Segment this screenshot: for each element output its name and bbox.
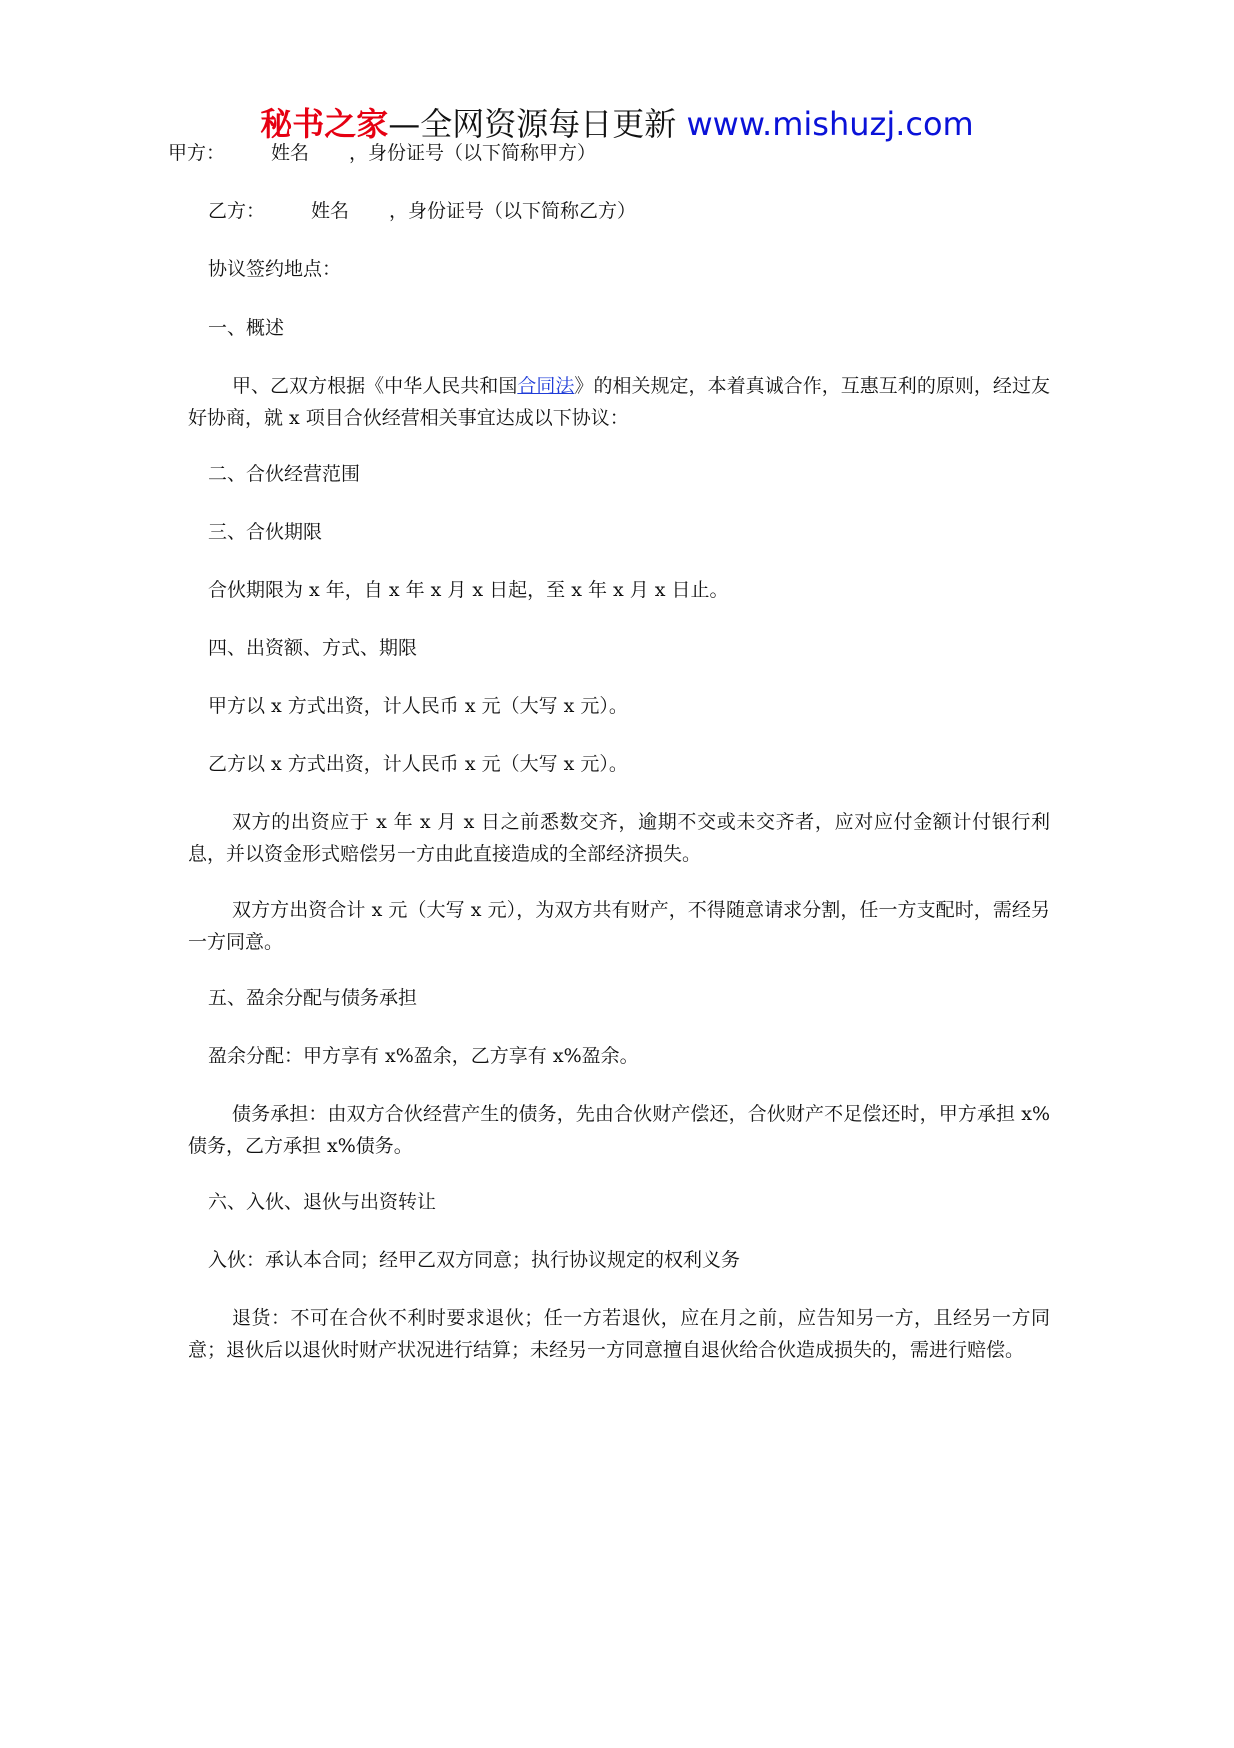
party-b-name: 姓名 — [311, 200, 350, 222]
debt-paragraph: 债务承担：由双方合伙经营产生的债务，先由合伙财产偿还，合伙财产不足偿还时，甲方承担 x%债务，乙方承担 x%债务。 — [188, 1103, 1050, 1157]
party-b-id: ，身份证号（以下简称乙方） — [389, 200, 637, 222]
party-a-label: 甲方： — [168, 142, 226, 164]
entry-paragraph: 入伙：承认本合同；经甲乙双方同意；执行协议规定的权利义务 — [208, 1249, 741, 1271]
capital-total-paragraph: 双方方出资合计 x 元（大写 x 元），为双方共有财产，不得随意请求分割，任一方支配时，需经另一方同意。 — [188, 899, 1050, 953]
exit-paragraph: 退货：不可在合伙不利时要求退伙；任一方若退伙，应在月之前，应告知另一方，且经另一方同意；退伙后以退伙时财产状况进行结算；未经另一方同意擅自退伙给合伙造成损失的，需进行赔偿。 — [188, 1307, 1050, 1361]
banner-slogan: —全网资源每日更新 — [388, 105, 677, 143]
overview-text-before-link: 甲、乙双方根据《中华人民共和国 — [232, 375, 518, 397]
capital-party-b: 乙方以 x 方式出资，计人民币 x 元（大写 x 元）。 — [208, 753, 628, 775]
section-heading-scope: 二、合伙经营范围 — [208, 463, 361, 485]
section-heading-term: 三、合伙期限 — [208, 521, 323, 543]
party-a-id: ，身份证号（以下简称甲方） — [349, 142, 597, 164]
site-url-link[interactable]: www.mishuzj.com — [686, 105, 974, 143]
capital-deadline-paragraph: 双方的出资应于 x 年 x 月 x 日之前悉数交齐，逾期不交或未交齐者，应对应付金额计付银行利息，并以资金形式赔偿另一方由此直接造成的全部经济损失。 — [188, 811, 1050, 865]
signing-location: 协议签约地点： — [208, 258, 342, 280]
brand-name: 秘书之家 — [260, 105, 389, 143]
section-heading-overview: 一、概述 — [208, 317, 285, 339]
section-heading-entry-exit: 六、入伙、退伙与出资转让 — [208, 1191, 437, 1213]
profit-paragraph: 盈余分配：甲方享有 x%盈余，乙方享有 x%盈余。 — [208, 1045, 639, 1067]
capital-party-a: 甲方以 x 方式出资，计人民币 x 元（大写 x 元）。 — [208, 695, 628, 717]
party-a-line — [168, 141, 596, 165]
party-b-line — [208, 199, 636, 223]
overview-text-after-link: 》的相关规定，本着真诚合作，互惠互利的原则，经过友好协商，就 x 项目合伙经营相关事宜达成以下协议： — [188, 375, 1050, 429]
term-paragraph: 合伙期限为 x 年，自 x 年 x 月 x 日起，至 x 年 x 月 x 日止。 — [208, 579, 729, 601]
contract-law-link[interactable]: 合同法 — [517, 375, 575, 397]
section-heading-profit: 五、盈余分配与债务承担 — [208, 987, 418, 1009]
party-b-label: 乙方： — [208, 200, 266, 222]
overview-paragraph — [188, 370, 1050, 434]
site-banner — [0, 102, 1234, 146]
section-heading-capital: 四、出资额、方式、期限 — [208, 637, 418, 659]
party-a-name: 姓名 — [271, 142, 310, 164]
